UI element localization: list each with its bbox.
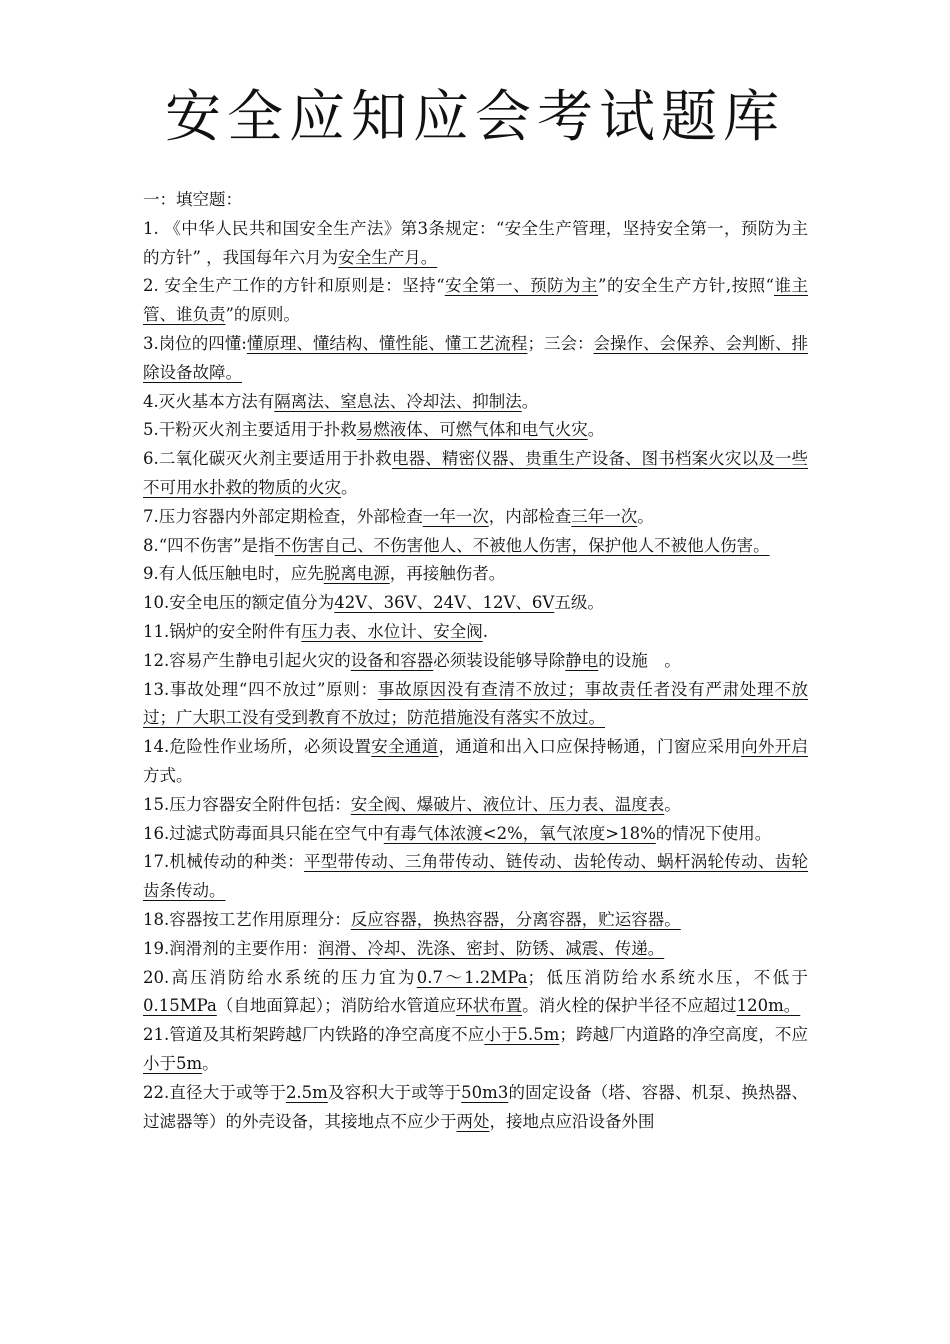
question-text: 的固定设备（塔、容器、机泵、换热器、过滤器等）的外壳设备，其接地点不应少于 [143, 1082, 808, 1131]
question-text: 及容积大于或等于 [327, 1082, 462, 1102]
question-text: ，通道和出入口应保持畅通，门窗应采用 [438, 737, 742, 757]
answer-text: 安全阀、爆破片、液位计、压力表、温度表 [350, 794, 665, 814]
question-text: 14.危险性作业场所，必须设置 [143, 737, 372, 757]
question-item [143, 445, 808, 503]
question-text: 五级。 [554, 593, 604, 613]
answer-text: 小于5m [143, 1053, 203, 1073]
question-text: ；跨越厂内道路的净空高度，不应 [559, 1025, 809, 1045]
question-text: 22.直径大于或等于 [143, 1082, 286, 1102]
question-item [143, 848, 808, 906]
question-text: 。 [664, 794, 681, 814]
answer-text: 润滑、冷却、洗涤、密封、防锈、减震、传递。 [317, 938, 665, 958]
answer-text: 42V、36V、24V、12V、6V [334, 593, 555, 613]
question-text: 21.管道及其桁架跨越厂内铁路的净空高度不应 [143, 1025, 485, 1045]
answer-text: 静电 [565, 650, 599, 670]
question-item [143, 388, 808, 417]
answer-text: 谁主管、谁负责 [143, 276, 808, 325]
document-title: 安全应知应会考试题库 [165, 85, 785, 150]
question-item [143, 532, 808, 561]
question-item [143, 906, 808, 935]
answer-text: 脱离电源 [323, 564, 390, 584]
question-text: 10.安全电压的额定值分为 [143, 593, 335, 613]
question-text: 6.二氧化碳灭火剂主要适用于扑救 [143, 449, 392, 469]
question-item [143, 820, 808, 849]
question-text: 。 [202, 1053, 219, 1073]
question-text: ；低压消防给水系统水压，不低于 [527, 967, 809, 987]
answer-text: 懂原理、懂结构、懂性能、懂工艺流程 [246, 333, 528, 353]
question-text: （自地面算起）；消防给水管道应 [216, 996, 457, 1016]
question-text: ”的安全生产方针,按照“ [598, 276, 775, 296]
question-text: ，再接触伤者。 [389, 564, 506, 584]
question-text: 12.容易产生静电引起火灾的 [143, 650, 351, 670]
document-body [143, 186, 808, 1136]
question-text: 。 [521, 391, 539, 411]
answer-text: 平型带传动、三角带传动、链传动、齿轮传动、蜗杆涡轮传动、齿轮齿条传动。 [143, 852, 808, 901]
question-item [143, 1021, 808, 1079]
question-item [143, 560, 808, 589]
answer-text: 设备和容器 [350, 650, 434, 670]
question-text: 8.“四不伤害”是指 [143, 535, 275, 555]
answer-text: 小于5.5m [484, 1025, 560, 1045]
answer-text: 2.5m [285, 1082, 328, 1102]
question-item [143, 791, 808, 820]
question-list [143, 215, 808, 1137]
question-text: 16.过滤式防毒面具只能在空气中 [143, 823, 384, 843]
question-text: 17.机械传动的种类： [143, 852, 305, 872]
section-heading: 一：填空题： [143, 190, 242, 209]
question-text: 3.岗位的四懂: [143, 333, 247, 353]
question-text: 20.高压消防给水系统的压力宜为 [143, 967, 417, 987]
question-text: 。 [341, 477, 358, 497]
answer-text: 一年一次 [422, 506, 489, 526]
question-text: 2. 安全生产工作的方针和原则是：坚持“ [143, 276, 445, 296]
question-text: 11.锅炉的安全附件有 [143, 621, 302, 641]
question-text: 7.压力容器内外部定期检查，外部检查 [143, 506, 423, 526]
question-text: 方式。 [143, 765, 193, 785]
question-text: 。消火栓的保护半径不应超过 [522, 996, 737, 1016]
question-text: ”的原则。 [225, 305, 300, 325]
answer-text: 易燃液体、可燃气体和电气火灾 [356, 420, 588, 440]
answer-text: 安全第一、预防为主 [444, 276, 599, 296]
question-text: 9.有人低压触电时，应先 [143, 564, 324, 584]
question-item [143, 330, 808, 388]
question-item [143, 618, 808, 647]
question-text: 1. 《中华人民共和国安全生产法》第3条规定：“安全生产管理，坚持安全第一，预防为主的方针” ，我国每年六月为 [143, 218, 808, 267]
answer-text: 不伤害自己、不伤害他人、不被他人伤害，保护他人不被他人伤害。 [274, 535, 770, 555]
answer-text: 电器、精密仪器、贵重生产设备、图书档案火灾以及一些不可用水扑救的物质的火灾 [143, 449, 809, 497]
answer-text: 反应容器，换热容器，分离容器，贮运容器。 [350, 909, 681, 929]
question-item [143, 935, 808, 964]
question-text: 19.润滑剂的主要作用： [143, 938, 318, 958]
question-text: ；三会： [527, 333, 594, 353]
answer-text: 安全通道 [371, 737, 439, 757]
question-item [143, 589, 808, 618]
question-item [143, 215, 808, 273]
answer-text: 会操作、会保养、会判断、排除设备故障。 [143, 333, 809, 382]
question-text: 的情况下使用。 [655, 823, 772, 843]
question-item [143, 416, 808, 445]
question-text: 。 [637, 506, 654, 526]
question-item [143, 272, 808, 330]
answer-text: 0.7～1.2MPa [416, 967, 528, 987]
answer-text: 120m。 [736, 996, 801, 1016]
answer-text: 三年一次 [571, 506, 638, 526]
answer-text: 事故原因没有查清不放过；事故责任者没有严肃处理不放过；广大职工没有受到教育不放过；防范措施没有落实不放过。 [143, 679, 808, 728]
question-text: . [482, 621, 488, 641]
question-item [143, 733, 808, 791]
question-text: 必须装设能够导除 [433, 650, 566, 670]
question-item [143, 503, 808, 532]
question-text: 15.压力容器安全附件包括： [143, 794, 351, 814]
answer-text: 有毒气体浓渡<2%，氧气浓度>18% [383, 823, 656, 843]
question-text: 18.容器按工艺作用原理分： [143, 909, 351, 929]
question-text: 。 [587, 420, 605, 440]
answer-text: 两处 [456, 1111, 490, 1131]
answer-text: 环状布置 [456, 996, 523, 1016]
question-text: ，内部检查 [488, 506, 572, 526]
answer-text: 50m3 [461, 1082, 509, 1102]
question-text: 的设施 。 [598, 650, 681, 670]
answer-text: 0.15MPa [143, 996, 217, 1016]
question-text: 13.事故处理“四不放过”原则： [143, 679, 378, 699]
question-item [143, 647, 808, 676]
question-item [143, 676, 808, 734]
answer-text: 隔离法、窒息法、冷却法、抑制法 [274, 391, 522, 411]
question-text: 4.灭火基本方法有 [143, 391, 275, 411]
question-text: ，接地点应沿设备外围 [489, 1111, 655, 1131]
question-item [143, 964, 808, 1022]
answer-text: 安全生产月。 [338, 247, 438, 267]
question-text: 5.干粉灭火剂主要适用于扑救 [143, 420, 357, 440]
answer-text: 向外开启 [741, 737, 809, 757]
answer-text: 压力表、水位计、安全阀 [301, 621, 483, 641]
question-item [143, 1079, 808, 1137]
